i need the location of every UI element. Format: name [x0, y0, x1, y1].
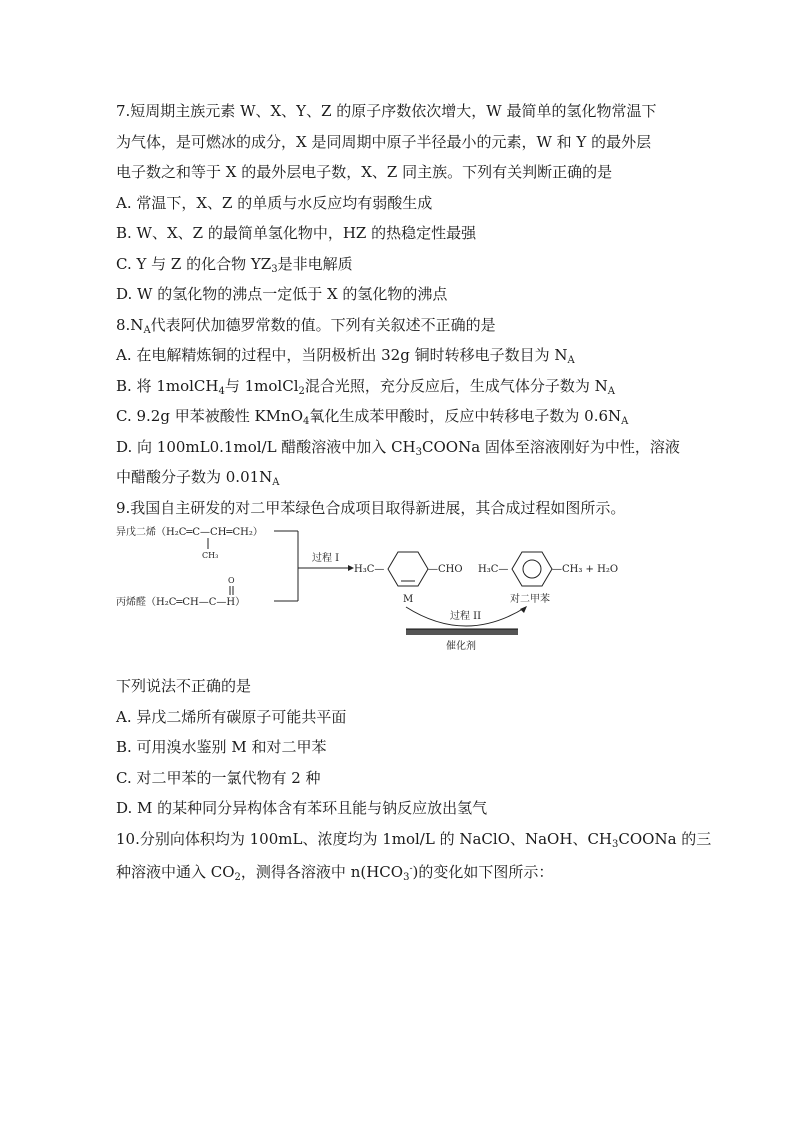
- isoprene-label: 异戊二烯（H₂C═C—CH═CH₂）: [116, 527, 263, 538]
- synthesis-diagram-svg: [116, 525, 686, 667]
- m-right-group: —CHO: [428, 564, 463, 575]
- q9-option-a: A. 异戊二烯所有碳原子可能共平面: [116, 707, 347, 726]
- m-label: M: [403, 594, 414, 605]
- process-1-label: 过程 I: [312, 553, 340, 564]
- q9-option-c: C. 对二甲苯的一氯代物有 2 种: [116, 768, 321, 787]
- m-left-group: H₃C—: [354, 564, 385, 575]
- acrolein-oxygen-label: O: [228, 576, 235, 585]
- q10-stem-line-2: 种溶液中通入 $CO_2$，测得各溶液中 $n(HCO_3^-)$的变化如下图所示：: [116, 863, 554, 883]
- q8-stem: $8.N_A$代表阿伏加德罗常数的值。下列有关叙述不正确的是: [116, 315, 496, 336]
- synthesis-diagram: [116, 525, 686, 667]
- q9-option-d: D. M 的某种同分异构体含有苯环且能与钠反应放出氢气: [116, 799, 488, 817]
- q7-stem-line-1: 7.短周期主族元素 W、X、Y、Z 的原子序数依次增大，W 最简单的氢化物常温下: [116, 102, 657, 120]
- q9-stem: 9.我国自主研发的对二甲苯绿色合成项目取得新进展，其合成过程如图所示。: [116, 498, 626, 517]
- q8-option-c: C. 9.2g 甲苯被酸性 KMnO$_4$氧化生成苯甲酸时，反应中转移电子数为 $0.6N_A$: [116, 407, 629, 427]
- q7-stem-line-3: 电子数之和等于 X 的最外层电子数，X、Z 同主族。下列有关判断正确的是: [116, 163, 613, 181]
- q8-option-d-line-2: 中醋酸分子数为 $0.01N_A$: [116, 468, 280, 488]
- p-xylene-right-group: —CH₃ + H₂O: [552, 564, 619, 575]
- catalyst-label: 催化剂: [446, 641, 476, 652]
- q7-option-c: C. Y 与 Z 的化合物 $YZ_3$是非电解质: [116, 254, 353, 275]
- p-xylene-label: 对二甲苯: [510, 594, 550, 605]
- p-xylene-left-group: H₃C—: [478, 564, 509, 575]
- q9-option-b: B. 可用溴水鉴别 M 和对二甲苯: [116, 738, 327, 756]
- q7-option-d: D. W 的氢化物的沸点一定低于 X 的氢化物的沸点: [116, 285, 448, 303]
- q8-option-a: A. 在电解精炼铜的过程中，当阴极析出 32g 铜时转移电子数目为 $N_A$: [116, 346, 575, 366]
- q7-option-b: B. W、X、Z 的最简单氢化物中，HZ 的热稳定性最强: [116, 224, 477, 242]
- q7-option-a: A. 常温下，X、Z 的单质与水反应均有弱酸生成: [116, 193, 433, 212]
- isoprene-methyl-label: CH₃: [202, 551, 219, 560]
- q9-prompt: 下列说法不正确的是: [116, 677, 252, 695]
- exam-content: [116, 96, 712, 885]
- q7-stem-line-2: 为气体，是可燃冰的成分，X 是同周期中原子半径最小的元素，W 和 Y 的最外层: [116, 132, 652, 151]
- acrolein-label: 丙烯醛（H₂C═CH—C—H）: [116, 597, 246, 608]
- q8-option-b: B. 将 1molCH$_4$与 1molCl$_2$混合光照，充分反应后，生成气体分子数为 $N_A$: [116, 376, 616, 397]
- q8-option-d-line-1: D. 向 100mL0.1mol/L 醋酸溶液中加入 $CH_3COONa$ 固体至溶液刚好为中性，溶液: [116, 437, 680, 458]
- q10-stem-line-1: 10.分别向体积均为 100mL、浓度均为 1mol/L 的 NaClO、NaOH、$CH_3COONa$ 的三: [116, 829, 712, 850]
- process-2-label: 过程 II: [450, 611, 482, 622]
